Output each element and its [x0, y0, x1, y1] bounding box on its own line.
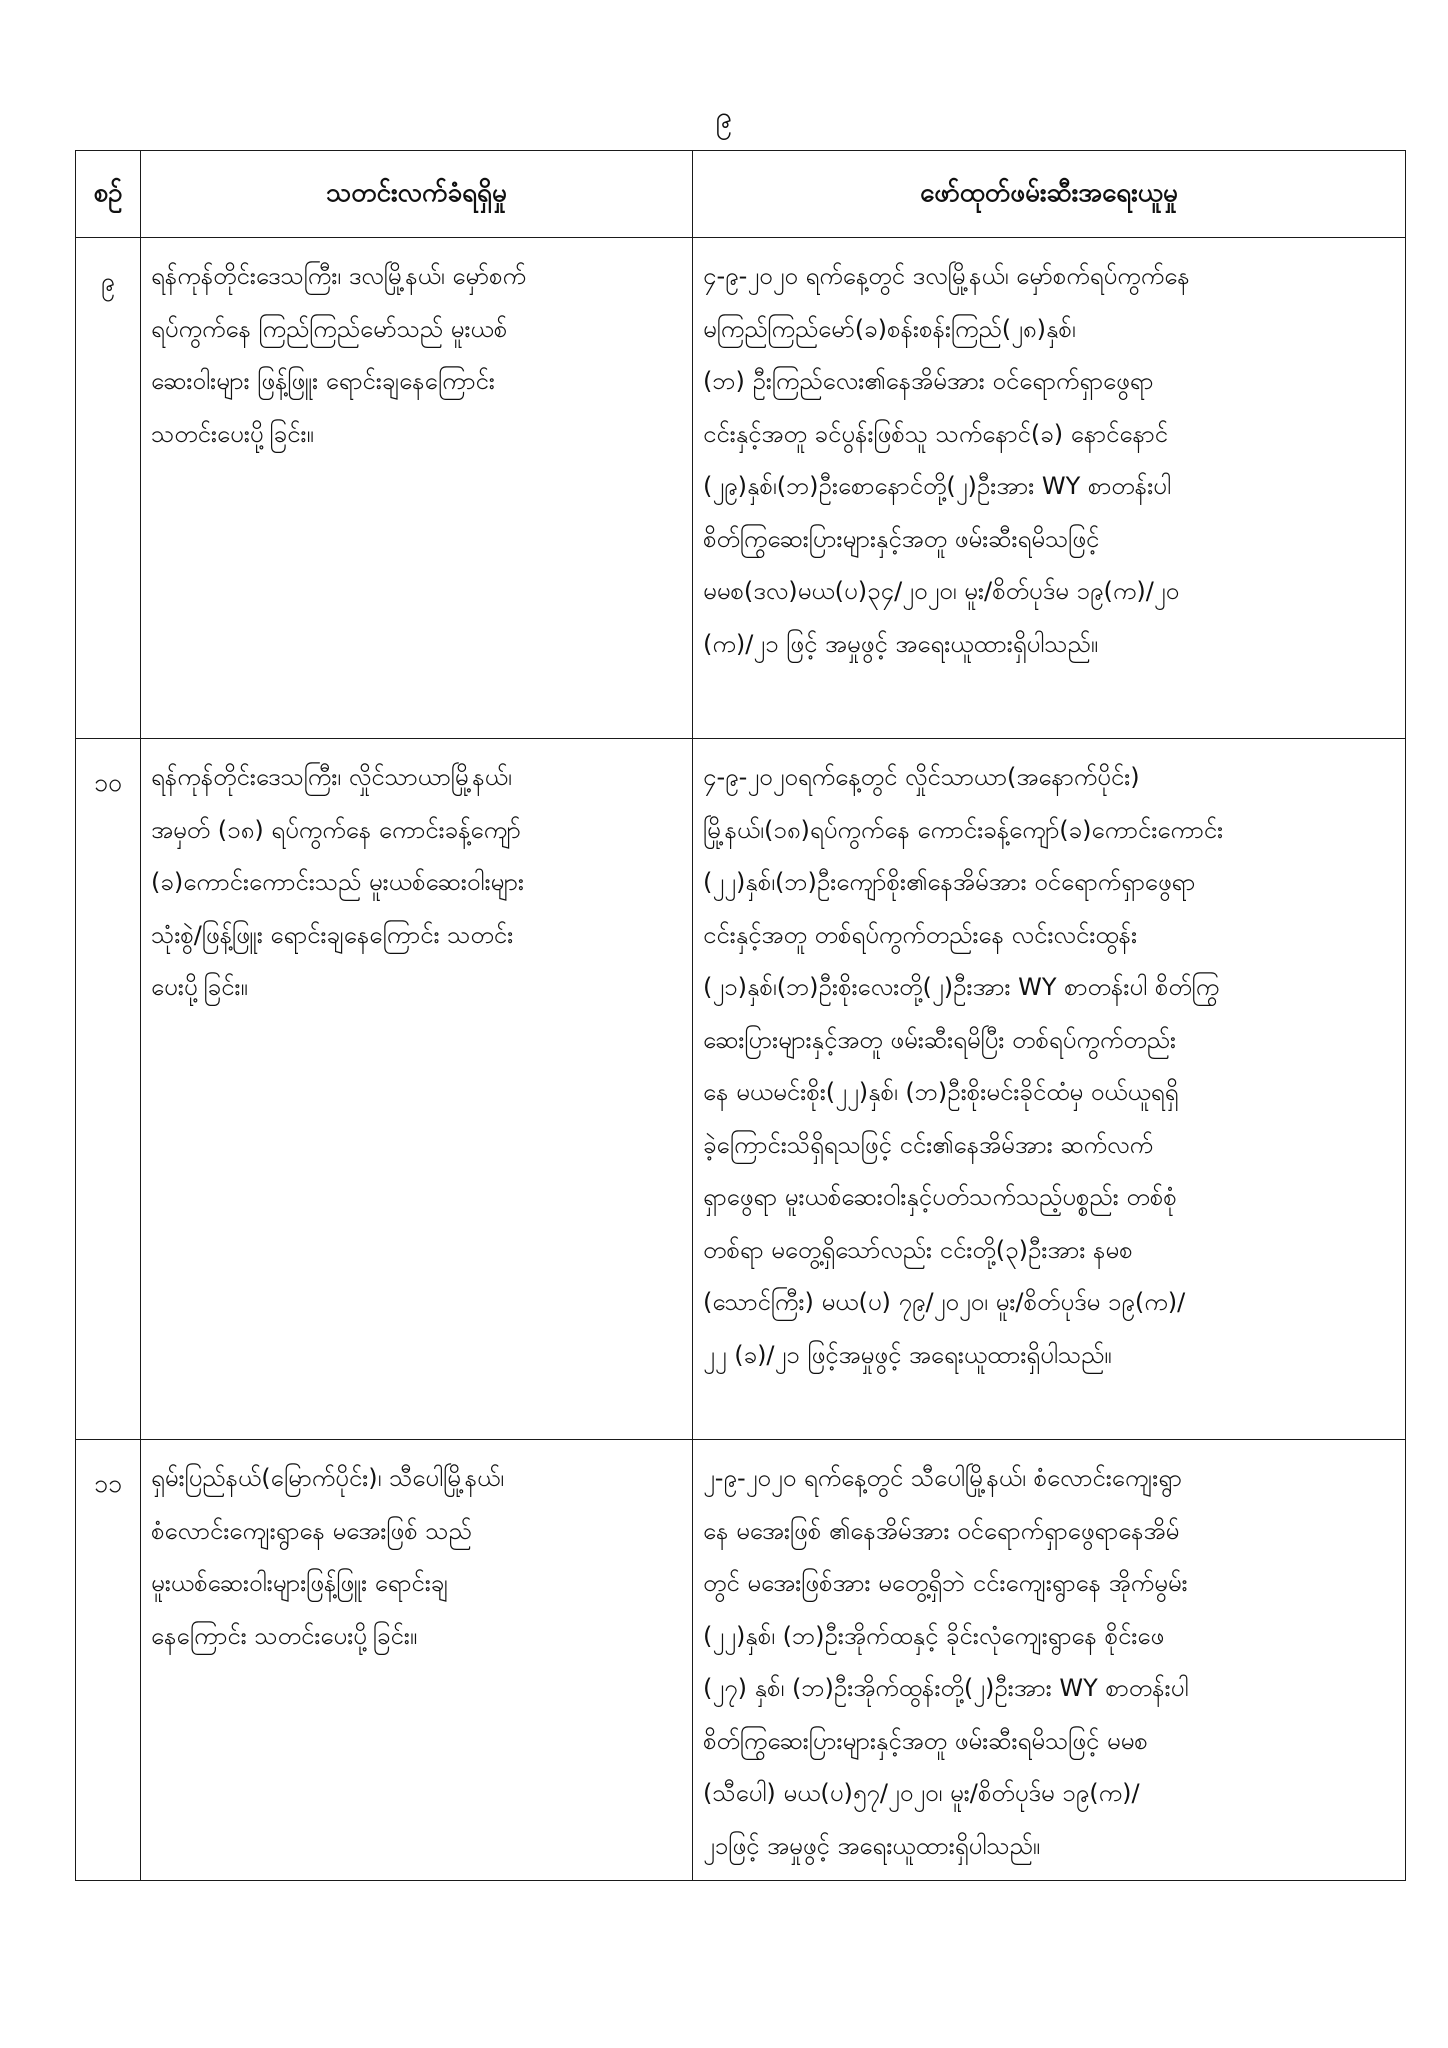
header-information-received: သတင်းလက်ခံရရှိမှု: [141, 151, 693, 238]
action-taken-cell: ၄-၉-၂၀၂၀ ရက်နေ့တွင် ဒလမြို့နယ်၊ မှော်စက်ရပ်ကွက်နေ မကြည်ကြည်မော်(ခ)စန်းစန်းကြည်(၂၈)နှစ်၊ (ဘ) ဦးကြည်လေး၏နေအိမ်အား ဝင်ရောက်ရှာဖွေရာ ငင်းနှင့်အတူ ခင်ပွန်းဖြစ်သူ သက်နောင်(ခ) နောင်နောင် (၂၉)နှစ်၊(ဘ)ဦးစောနောင်တို့(၂)ဦးအား WY စာတန်းပါ စိတ်ကြွဆေးပြားများနှင့်အတူ ဖမ်းဆီးရမိသဖြင့် မမစ(ဒလ)မယ(ပ)၃၄/၂၀၂၀၊ မူး/စိတ်ပုဒ်မ ၁၉(က)/၂၀ (က)/၂၁ ဖြင့် အမှုဖွင့် အရေးယူထားရှိပါသည်။: [693, 238, 1406, 739]
serial-number-cell: ၁၁: [76, 1440, 141, 1881]
header-action-taken: ဖော်ထုတ်ဖမ်းဆီးအရေးယူမှု: [693, 151, 1406, 238]
serial-number-cell: ၁၀: [76, 739, 141, 1440]
action-taken-cell: ၄-၉-၂၀၂၀ရက်နေ့တွင် လှိုင်သာယာ(အနောက်ပိုင်း) မြို့နယ်၊(၁၈)ရပ်ကွက်နေ ကောင်းခန့်ကျော်(ခ)ကောင်းကောင်း (၂၂)နှစ်၊(ဘ)ဦးကျော်စိုး၏နေအိမ်အား ဝင်ရောက်ရှာဖွေရာ ငင်းနှင့်အတူ တစ်ရပ်ကွက်တည်းနေ လင်းလင်းထွန်း (၂၁)နှစ်၊(ဘ)ဦးစိုးလေးတို့(၂)ဦးအား WY စာတန်းပါ စိတ်ကြွ ဆေးပြားများနှင့်အတူ ဖမ်းဆီးရမိပြီး တစ်ရပ်ကွက်တည်း နေ မယမင်းစိုး(၂၂)နှစ်၊ (ဘ)ဦးစိုးမင်းခိုင်ထံမှ ဝယ်ယူရရှိ ခဲ့ကြောင်းသိရှိရသဖြင့် ငင်း၏နေအိမ်အား ဆက်လက် ရှာဖွေရာ မူးယစ်ဆေးဝါးနှင့်ပတ်သက်သည့်ပစ္စည်း တစ်စုံ တစ်ရာ မတွေ့ရှိသော်လည်း ငင်းတို့(၃)ဦးအား နမစ (သောင်ကြီး) မယ(ပ) ၇၉/၂၀၂၀၊ မူး/စိတ်ပုဒ်မ ၁၉(က)/ ၂၂ (ခ)/၂၁ ဖြင့်အမှုဖွင့် အရေးယူထားရှိပါသည်။: [693, 739, 1406, 1440]
case-report-table: [75, 150, 1406, 1881]
table-body: [76, 238, 1406, 1881]
table-row: [76, 739, 1406, 1440]
table-row: [76, 238, 1406, 739]
action-taken-cell: ၂-၉-၂၀၂၀ ရက်နေ့တွင် သီပေါမြို့နယ်၊ စံလောင်းကျေးရွာ နေ မအေးဖြစ် ၏နေအိမ်အား ဝင်ရောက်ရှာဖွေရာနေအိမ် တွင် မအေးဖြစ်အား မတွေ့ရှိဘဲ ငင်းကျေးရွာနေ အိုက်မွမ်း (၂၂)နှစ်၊ (ဘ)ဦးအိုက်ထနှင့် ခိုင်းလုံကျေးရွာနေ စိုင်းဖေ (၂၇) နှစ်၊ (ဘ)ဦးအိုက်ထွန်းတို့(၂)ဦးအား WY စာတန်းပါ စိတ်ကြွဆေးပြားများနှင့်အတူ ဖမ်းဆီးရမိသဖြင့် မမစ (သီပေါ) မယ(ပ)၅၇/၂၀၂၀၊ မူး/စိတ်ပုဒ်မ ၁၉(က)/ ၂၁ဖြင့် အမှုဖွင့် အရေးယူထားရှိပါသည်။: [693, 1440, 1406, 1881]
table-header: [76, 151, 1406, 238]
header-row: [76, 151, 1406, 238]
header-serial-no: စဉ်: [76, 151, 141, 238]
serial-number-cell: ၉: [76, 238, 141, 739]
information-received-cell: ရန်ကုန်တိုင်းဒေသကြီး၊ လှိုင်သာယာမြို့နယ်၊ အမှတ် (၁၈) ရပ်ကွက်နေ ကောင်းခန့်ကျော် (ခ)ကောင်းကောင်းသည် မူးယစ်ဆေးဝါးများ သုံးစွဲ/ဖြန့်ဖြူး ရောင်းချနေကြောင်း သတင်း ပေးပို့ခြင်း။: [141, 739, 693, 1440]
table-row: [76, 1440, 1406, 1881]
page-number: ၉: [715, 100, 733, 135]
information-received-cell: ရှမ်းပြည်နယ်(မြောက်ပိုင်း)၊ သီပေါမြို့နယ်၊ စံလောင်းကျေးရွာနေ မအေးဖြစ် သည် မူးယစ်ဆေးဝါးများဖြန့်ဖြူး ရောင်းချ နေကြောင်း သတင်းပေးပို့ခြင်း။: [141, 1440, 693, 1881]
information-received-cell: ရန်ကုန်တိုင်းဒေသကြီး၊ ဒလမြို့နယ်၊ မှော်စက် ရပ်ကွက်နေ ကြည်ကြည်မော်သည် မူးယစ် ဆေးဝါးများ ဖြန့်ဖြူး ရောင်းချနေကြောင်း သတင်းပေးပို့ခြင်း။: [141, 238, 693, 739]
